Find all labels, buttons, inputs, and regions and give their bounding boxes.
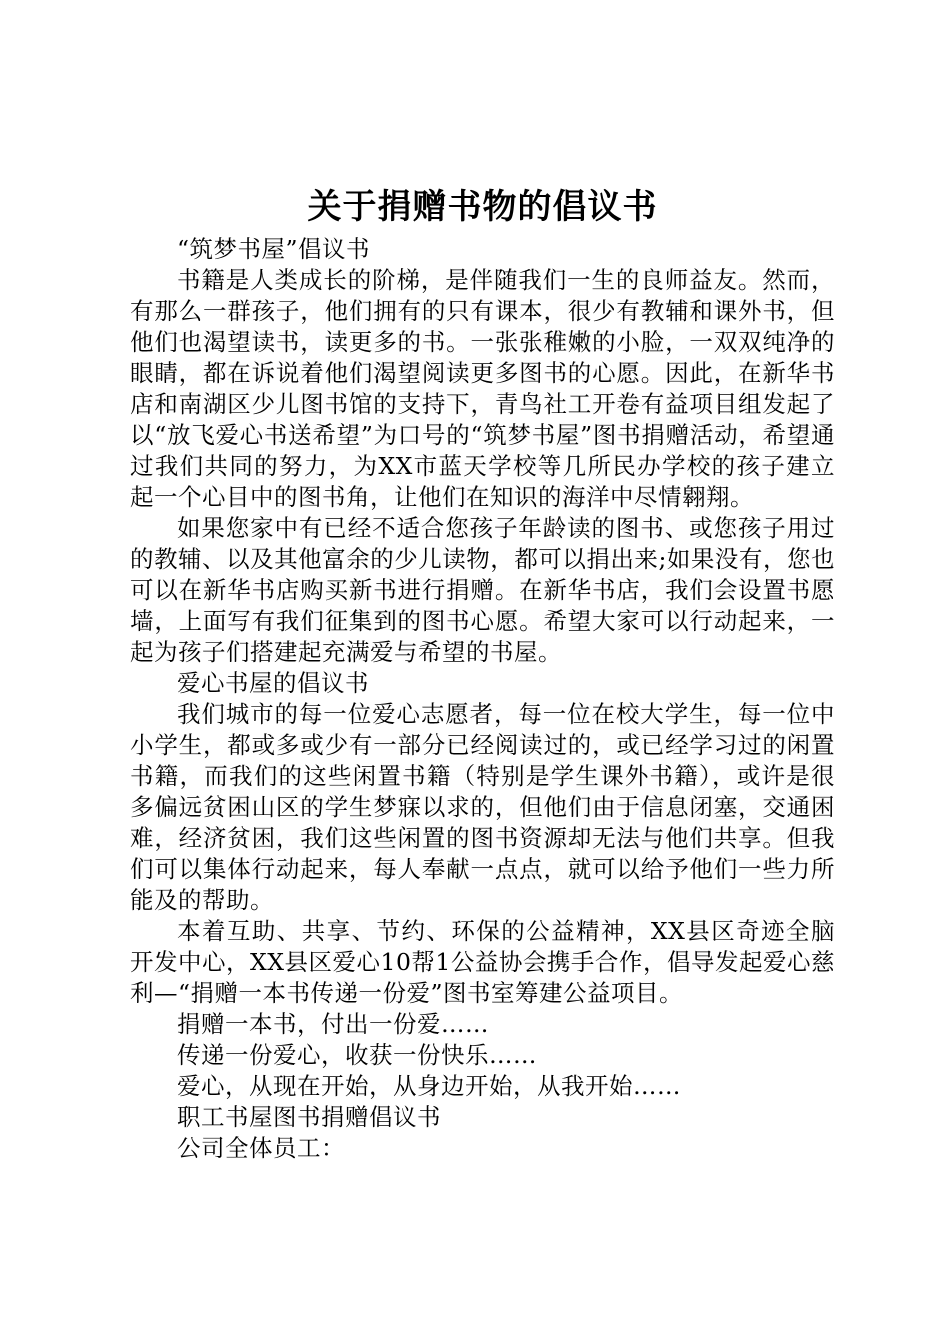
paragraph-slogan: 捐赠一本书，付出一份爱…… [177, 1010, 489, 1038]
paragraph-body: 我们城市的每一位爱心志愿者，每一位在校大学生，每一位中小学生，都或多或少有一部分已经阅读过的，或已经学习过的闲置书籍，而我们的这些闲置书籍（特别是学生课外书籍），或许是很多偏远贫困山区的学生梦寐以求的，但他们由于信息闭塞，交通困难，经济贫困，我们这些闲置的图书资源却无法与他们共享。但我们可以集体行动起来，每人奉献一点点，就可以给予他们一些力所能及的帮助。 [130, 700, 835, 914]
paragraph-body: 本着互助、共享、节约、环保的公益精神，XX县区奇迹全脑开发中心，XX县区爱心10帮1公益协会携手合作，倡导发起爱心慈利—“捐赠一本书传递一份爱”图书室筹建公益项目。 [130, 917, 835, 1007]
paragraph-slogan: 爱心，从现在开始，从身边开始，从我开始…… [177, 1072, 681, 1100]
paragraph-heading-zhumeng: “筑梦书屋”倡议书 [177, 235, 371, 263]
paragraph-slogan: 传递一份爱心，收获一份快乐…… [177, 1041, 537, 1069]
paragraph-heading-zhigong: 职工书屋图书捐赠倡议书 [177, 1103, 441, 1131]
paragraph-heading-aixin: 爱心书屋的倡议书 [177, 669, 369, 697]
paragraph-salutation: 公司全体员工： [177, 1134, 345, 1162]
document-title: 关于捐赠书物的倡议书 [307, 187, 658, 227]
document-page [130, 186, 835, 1164]
paragraph-body: 书籍是人类成长的阶梯，是伴随我们一生的良师益友。然而，有那么一群孩子，他们拥有的只有课本，很少有教辅和课外书，但他们也渴望读书，读更多的书。一张张稚嫩的小脸，一双双纯净的眼睛，都在诉说着他们渴望阅读更多图书的心愿。因此，在新华书店和南湖区少儿图书馆的支持下，青鸟社工开卷有益项目组发起了以“放飞爱心书送希望”为口号的“筑梦书屋”图书捐赠活动，希望通过我们共同的努力，为XX市蓝天学校等几所民办学校的孩子建立起一个心目中的图书角，让他们在知识的海洋中尽情翱翔。 [130, 266, 835, 511]
paragraph-body: 如果您家中有已经不适合您孩子年龄读的图书、或您孩子用过的教辅、以及其他富余的少儿读物，都可以捐出来;如果没有，您也可以在新华书店购买新书进行捐赠。在新华书店，我们会设置书愿墙，上面写有我们征集到的图书心愿。希望大家可以行动起来，一起为孩子们搭建起充满爱与希望的书屋。 [130, 514, 835, 666]
